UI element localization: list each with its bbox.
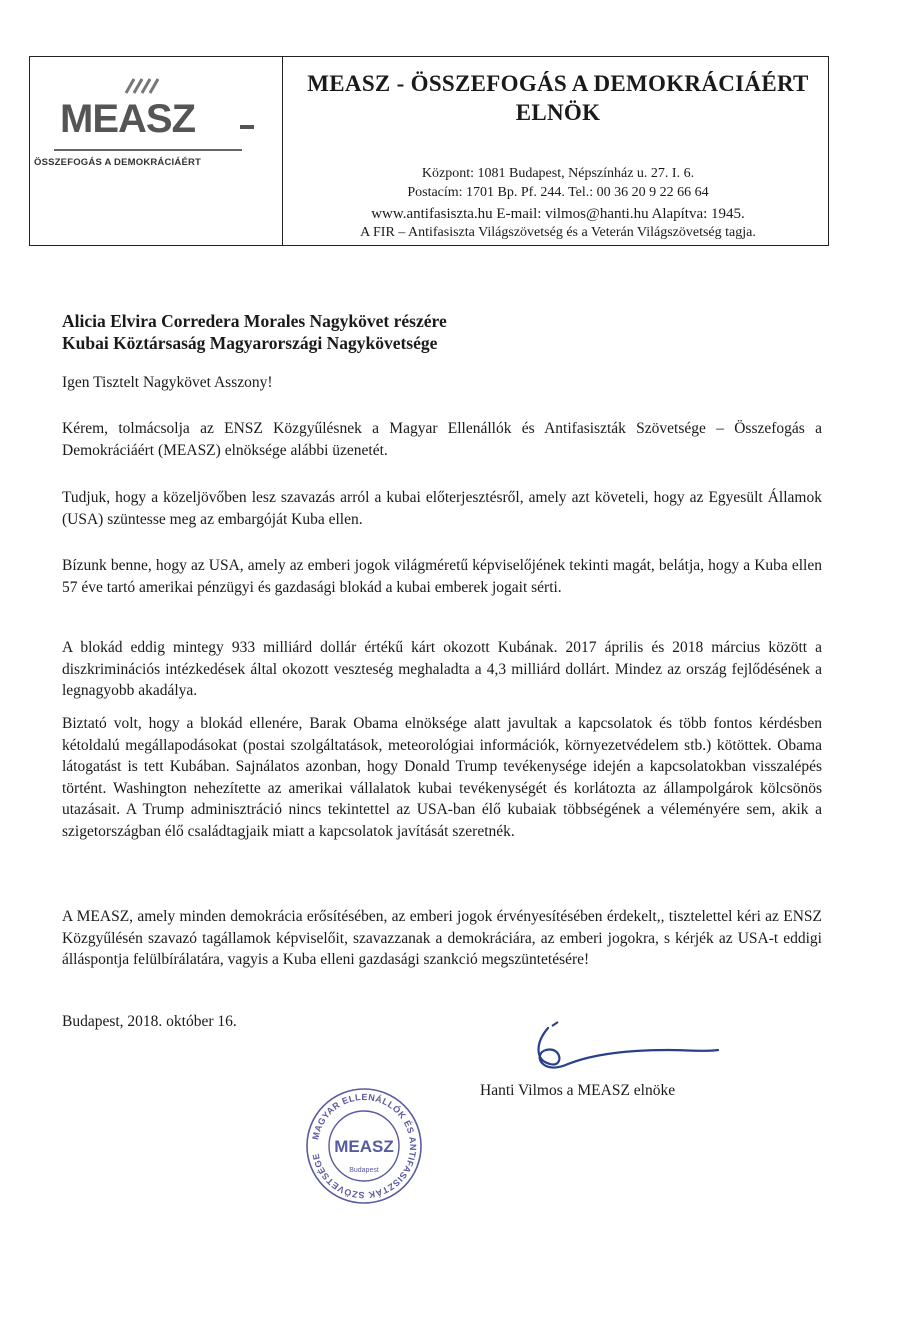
- letterhead-divider: [282, 57, 283, 245]
- svg-text:MEASZ: MEASZ: [334, 1137, 394, 1156]
- paragraph-2: Tudjuk, hogy a közeljövőben lesz szavazás arról a kubai előterjesztésről, amely azt követeli, hogy az Egyesült Államok (USA) szüntesse meg az embargóját Kuba ellen.: [62, 489, 822, 528]
- org-postal: Postacím: 1701 Bp. Pf. 244. Tel.: 00 36 20 9 22 66 64: [407, 185, 709, 200]
- org-title-line2: ELNÖK: [515, 100, 601, 125]
- letter-date: Budapest, 2018. október 16.: [62, 1013, 237, 1030]
- signature-icon: [528, 1020, 728, 1080]
- addressee-name: Alicia Elvira Corredera Morales Nagykövet részére: [62, 311, 447, 331]
- paragraph-3: Bízunk benne, hogy az USA, amely az emberi jogok világméretű képviselőjének tekinti magát, belátja, hogy a Kuba ellen 57 éve tartó amerikai pénzügyi és gazdasági blokád a kubai emberek jogait sérti.: [62, 557, 822, 596]
- org-membership: A FIR – Antifasiszta Világszövetség és a Veterán Világszövetség tagja.: [360, 225, 756, 240]
- svg-text:MAGYAR ELLENÁLLÓK ÉS ANTIFASIS: MAGYAR ELLENÁLLÓK ÉS ANTIFASISZTÁK SZÖVETSÉGE: [310, 1091, 419, 1201]
- logo-subtitle: ÖSSZEFOGÁS A DEMOKRÁCIÁÉRT: [34, 157, 202, 168]
- logo-graphic-icon: [30, 57, 282, 247]
- svg-text:Budapest: Budapest: [349, 1167, 379, 1174]
- signer-name: Hanti Vilmos a MEASZ elnöke: [480, 1082, 676, 1099]
- logo: [30, 57, 282, 245]
- org-web-email: www.antifasiszta.hu E-mail: vilmos@hanti.hu Alapítva: 1945.: [371, 206, 745, 222]
- org-title: [298, 69, 818, 127]
- letterhead: [29, 56, 829, 246]
- logo-wordmark: MEASZ: [60, 97, 195, 141]
- org-address: Központ: 1081 Budapest, Népszínház u. 27. I. 6.: [421, 166, 695, 181]
- salutation: Igen Tisztelt Nagykövet Asszony!: [62, 374, 273, 391]
- paragraph-5: Biztató volt, hogy a blokád ellenére, Barak Obama elnöksége alatt javultak a kapcsolatok és több fontos kérdésben kétoldalú megállapodásokat (postai szolgáltatások, meteorológiai információk, környezetvédelem stb.) kötöttek. Obama látogatást is tett Kubában. Sajnálatos azonban, hogy Donald Trump tevékenysége idején a kapcsolatokban visszalépés történt. Washington nehezítette az amerikai vállalatok kubai tevékenységét és korlátozta az állampolgárok kölcsönös utazásait. A Trump adminisztráció nincs tekintettel az USA-ban élő kubaiak többségének a véleményére sem, akik a szigetországban élő családtagjaik miatt a kapcsolatok javítását szeretnék.: [62, 715, 822, 840]
- paragraph-6: A MEASZ, amely minden demokrácia erősítésében, az emberi jogok érvényesítésében érdekelt,, tisztelettel kéri az ENSZ Közgyűlésén szavazó tagállamok képviselőit, szavazzanak a demokráciára, az emberi jogokra, s kérjék az USA-t eddigi álláspontja felülbírálatára, vagyis a Kuba elleni gazdasági szankció megszüntetésére!: [62, 908, 822, 968]
- addressee-embassy: Kubai Köztársaság Magyarországi Nagykövetsége: [62, 333, 438, 353]
- stamp-seal-icon: [304, 1086, 424, 1206]
- org-title-line1: MEASZ - ÖSSZEFOGÁS A DEMOKRÁCIÁÉRT: [307, 71, 809, 96]
- paragraph-4: A blokád eddig mintegy 933 milliárd dollár értékű kárt okozott Kubának. 2017 április és 2018 március között a diszkriminációs intézkedések által okozott veszteség meghaladta a 4,3 milliárd dollárt. Mindez az ország fejlődésének a legnagyobb akadálya.: [62, 639, 822, 699]
- addressee-block: [62, 310, 822, 354]
- paragraph-1: Kérem, tolmácsolja az ENSZ Közgyűlésnek a Magyar Ellenállók és Antifasiszták Szövetsége – Összefogás a Demokráciáért (MEASZ) elnöksége alábbi üzenetét.: [62, 420, 822, 459]
